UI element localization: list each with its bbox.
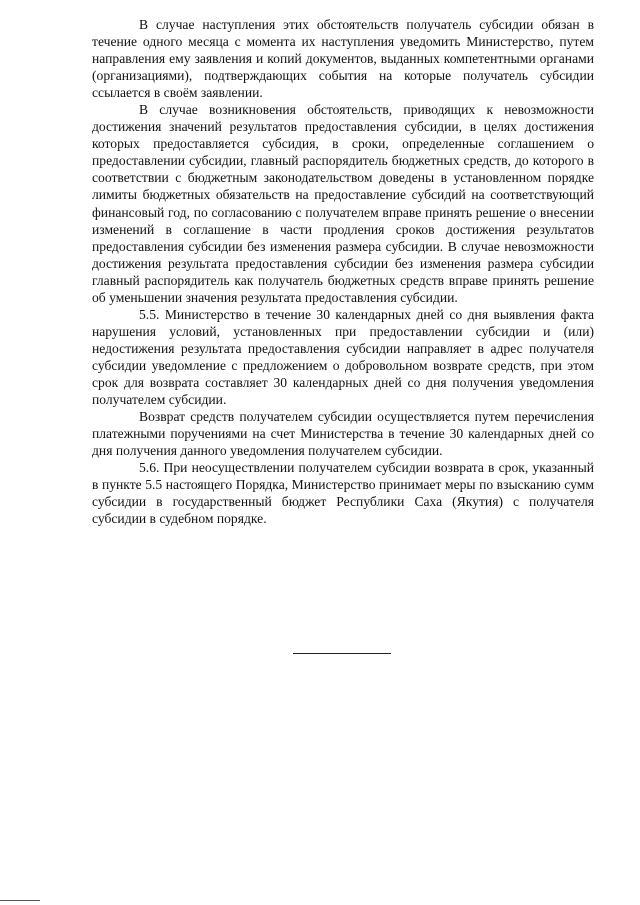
paragraph-impossibility-results: В случае возникновения обстоятельств, приводящих к невозможности достижения значений результатов предоставления субсидии, в целях достижения которых предоставляется субсидия, в сроки, определенные соглашением о предоставлении субсидии, главный распорядитель бюджетных средств, до которого в соответствии с бюджетным законодательством доведены в установленном порядке лимиты бюджетных обязательств на предоставление субсидий на соответствующий финансовый год, по согласованию с получателем вправе принять решение о внесении изменений в соглашение в части продления сроков достижения результатов предоставления субсидии без изменения размера субсидии. В случае невозможности достижения результата предоставления субсидии без изменения размера субсидии главный распорядитель как получатель бюджетных средств вправе принять решение об уменьшении значения результата предоставления субсидии. [92,102,594,305]
paragraph-refund: Возврат средств получателем субсидии осуществляется путем перечисления платежными поручениями на счет Министерства в течение 30 календарных дней со дня получения данного уведомления получателем субсидии. [92,409,594,459]
document-body [92,16,594,527]
end-separator-line [293,653,391,654]
paragraph-5-5: 5.5. Министерство в течение 30 календарных дней со дня выявления факта нарушения условий, установленных при предоставлении субсидии и (или) недостижения результата предоставления субсидии направляет в адрес получателя субсидии уведомление с предложением о добровольном возврате средств, при этом срок для возврата составляет 30 календарных дней со дня получения уведомления получателем субсидии. [92,306,594,408]
page-corner-line [0,900,40,901]
paragraph-5-6: 5.6. При неосуществлении получателем субсидии возврата в срок, указанный в пункте 5.5 настоящего Порядка, Министерство принимает меры по взысканию сумм субсидии в государственный бюджет Республики Саха (Якутия) с получателя субсидии в судебном порядке. [92,460,594,527]
paragraph-notification-duty: В случае наступления этих обстоятельств получатель субсидии обязан в течение одного месяца с момента их наступления уведомить Министерство, путем направления ему заявления и копий документов, выданных компетентными органами (организациями), подтверждающих события на которые получатель субсидии ссылается в своём заявлении. [92,17,594,101]
